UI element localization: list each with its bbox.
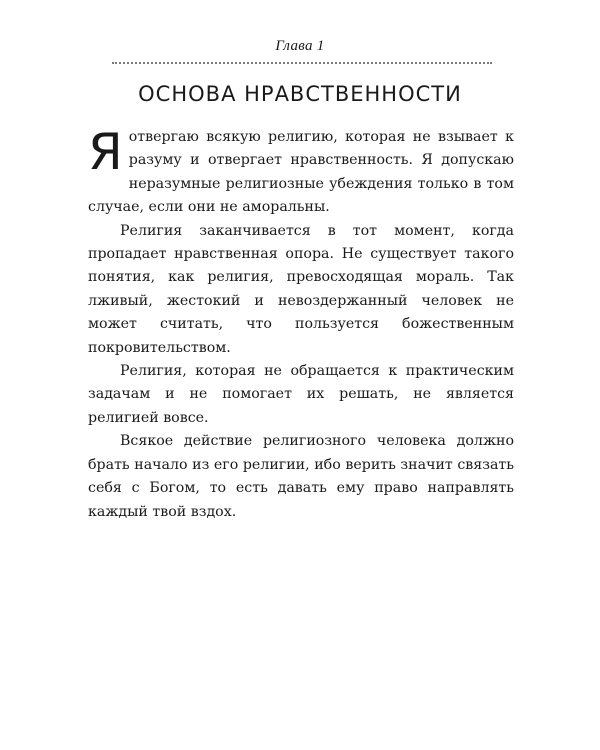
chapter-body <box>88 123 514 524</box>
header-divider <box>112 62 492 64</box>
chapter-title: ОСНОВА НРАВСТВЕННОСТИ <box>138 82 462 106</box>
drop-cap: Я <box>88 123 123 181</box>
paragraph-1 <box>88 123 514 220</box>
paragraph-3: Религия, которая не обращается к практическим задачам и не помогает их решать, не является религией вовсе. <box>88 363 514 426</box>
paragraph-2: Религия заканчивается в тот момент, когда пропадает нравственная опора. Не существует такого понятия, как религия, превосходящая мораль. Так лживый, жестокий и невоздержанный человек не может считать, что пользуется божественным покровительством. <box>88 222 514 356</box>
paragraph-1-text: отвергаю всякую религию, которая не взывает к разуму и отвергает нравственность. Я допускаю неразумные религиозные убеждения только в том случае, если они не аморальны. <box>88 129 514 216</box>
paragraph-4: Всякое действие религиозного человека должно брать начало из его религии, ибо верить значит связать себя с Богом, то есть давать ему право направлять каждый твой вздох. <box>88 433 514 520</box>
running-head: Глава 1 <box>275 38 325 54</box>
